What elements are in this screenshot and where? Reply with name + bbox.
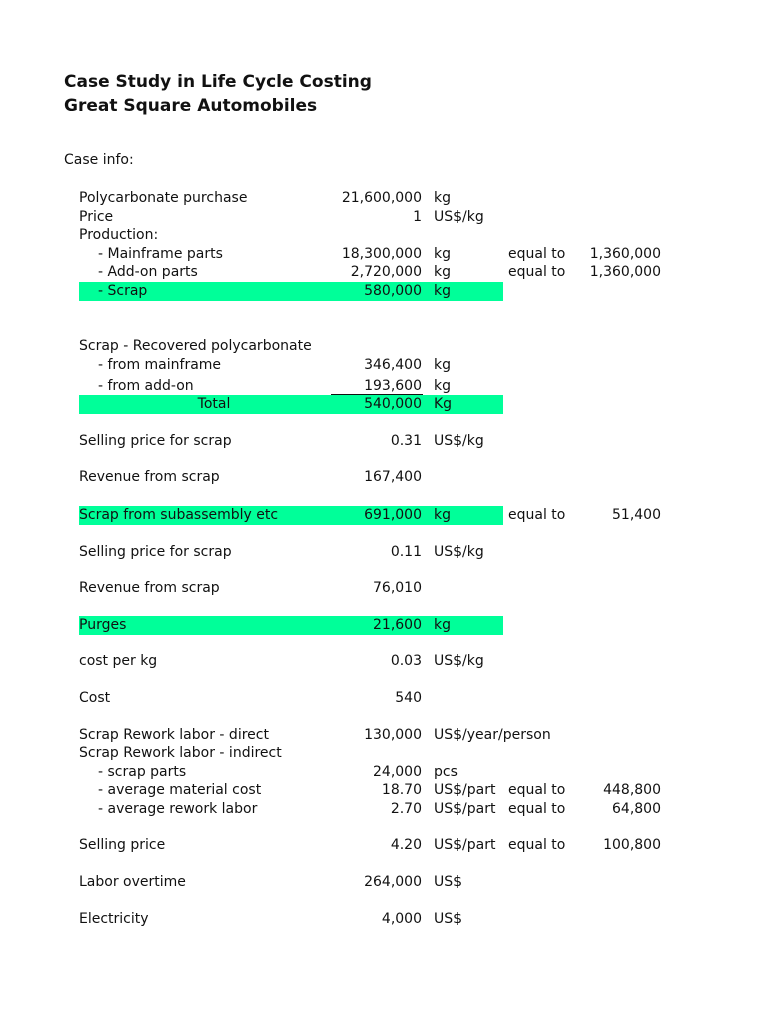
row-equal-to: equal to [508,246,566,262]
row-value: 24,000 [373,764,422,780]
row-label: Polycarbonate purchase [79,190,248,206]
row-cost [0,689,768,708]
row-label: - average rework labor [98,801,258,817]
row-rework-labor-indirect [0,744,768,763]
row-unit: US$/kg [434,653,484,669]
row-label: - Scrap [98,283,148,299]
row-label: Price [79,209,114,225]
row-value: 193,600 [364,378,422,394]
row-mainframe-parts [0,245,768,264]
row-scrap-from-subassembly [0,506,768,525]
row-equal-to: equal to [508,264,566,280]
row-equivalent-value: 1,360,000 [589,264,661,280]
row-value: 264,000 [364,874,422,890]
row-unit: kg [434,190,451,206]
row-unit: kg [434,246,451,262]
row-equivalent-value: 64,800 [612,801,661,817]
row-equivalent-value: 1,360,000 [589,246,661,262]
row-equivalent-value: 448,800 [603,782,661,798]
row-label: Scrap - Recovered polycarbonate [79,338,312,354]
row-unit: US$/part [434,837,496,853]
row-equivalent-value: 51,400 [612,507,661,523]
row-value: 1 [413,209,422,225]
row-value: 0.03 [390,653,422,669]
row-label: Cost [79,690,111,706]
row-scrap [0,282,768,301]
row-label: Scrap Rework labor - indirect [79,745,282,761]
row-unit: kg [434,617,451,633]
row-unit: kg [434,264,451,280]
row-recovered-polycarbonate-heading [0,337,768,356]
row-unit: US$/part [434,782,496,798]
row-value: 540,000 [364,396,422,412]
row-label: Selling price [79,837,166,853]
row-equal-to: equal to [508,837,566,853]
row-label: Selling price for scrap [79,544,232,560]
row-unit: US$/part [434,801,496,817]
row-production-heading [0,226,768,245]
row-value: 18,300,000 [341,246,422,262]
row-cost-per-kg [0,652,768,671]
row-from-mainframe [0,356,768,375]
row-label: - from add-on [98,378,194,394]
row-scrap-parts [0,763,768,782]
row-label: Total [197,396,231,412]
row-label: Scrap from subassembly etc [79,507,279,523]
row-label: Purges [79,617,127,633]
row-unit: kg [434,283,451,299]
row-unit: US$/kg [434,544,484,560]
row-value: 540 [395,690,422,706]
title-line-1: Case Study in Life Cycle Costing [64,72,372,92]
row-average-material-cost [0,781,768,800]
row-value: 691,000 [364,507,422,523]
row-average-rework-labor [0,800,768,819]
row-value: 130,000 [364,727,422,743]
row-unit: kg [434,378,451,394]
row-equivalent-value: 100,800 [603,837,661,853]
row-value: 167,400 [364,469,422,485]
row-value: 4,000 [381,911,422,927]
row-label: Production: [79,227,159,243]
title-line-2: Great Square Automobiles [64,96,318,116]
row-unit: US$/year/person [434,727,551,743]
row-value: 580,000 [364,283,422,299]
row-label: Electricity [79,911,149,927]
row-electricity [0,910,768,929]
row-equal-to: equal to [508,782,566,798]
row-polycarbonate-purchase [0,189,768,208]
row-label: - average material cost [98,782,262,798]
row-unit: US$ [434,874,463,890]
row-revenue-from-scrap-2 [0,579,768,598]
row-value: 346,400 [364,357,422,373]
row-unit: US$ [434,911,463,927]
row-unit: US$/kg [434,433,484,449]
row-label: - from mainframe [98,357,222,373]
row-purges [0,616,768,635]
row-equal-to: equal to [508,801,566,817]
row-label: cost per kg [79,653,158,669]
row-label: Revenue from scrap [79,580,220,596]
row-revenue-from-scrap [0,468,768,487]
row-unit: Kg [434,396,453,412]
row-label: - Add-on parts [98,264,198,280]
row-label: - scrap parts [98,764,187,780]
row-value: 21,600,000 [341,190,422,206]
row-add-on-parts [0,263,768,282]
row-unit: pcs [434,764,458,780]
row-label: Labor overtime [79,874,186,890]
row-label: Selling price for scrap [79,433,232,449]
row-label: Scrap Rework labor - direct [79,727,269,743]
row-value: 4.20 [390,837,422,853]
row-label: - Mainframe parts [98,246,223,262]
row-value: 0.31 [390,433,422,449]
row-value: 2.70 [390,801,422,817]
row-equal-to: equal to [508,507,566,523]
row-selling-price-scrap-2 [0,543,768,562]
row-unit: kg [434,507,451,523]
row-value: 0.11 [390,544,422,560]
row-value: 18.70 [381,782,422,798]
row-unit: kg [434,357,451,373]
row-value: 21,600 [373,617,422,633]
row-selling-price-scrap [0,432,768,451]
row-labor-overtime [0,873,768,892]
row-value: 76,010 [373,580,422,596]
row-label: Revenue from scrap [79,469,220,485]
row-recovered-total [0,395,768,414]
row-unit: US$/kg [434,209,484,225]
case-info-heading: Case info: [64,152,134,168]
row-from-add-on [0,377,768,396]
row-selling-price [0,836,768,855]
row-rework-labor-direct [0,726,768,745]
row-value: 2,720,000 [350,264,422,280]
row-price [0,208,768,227]
